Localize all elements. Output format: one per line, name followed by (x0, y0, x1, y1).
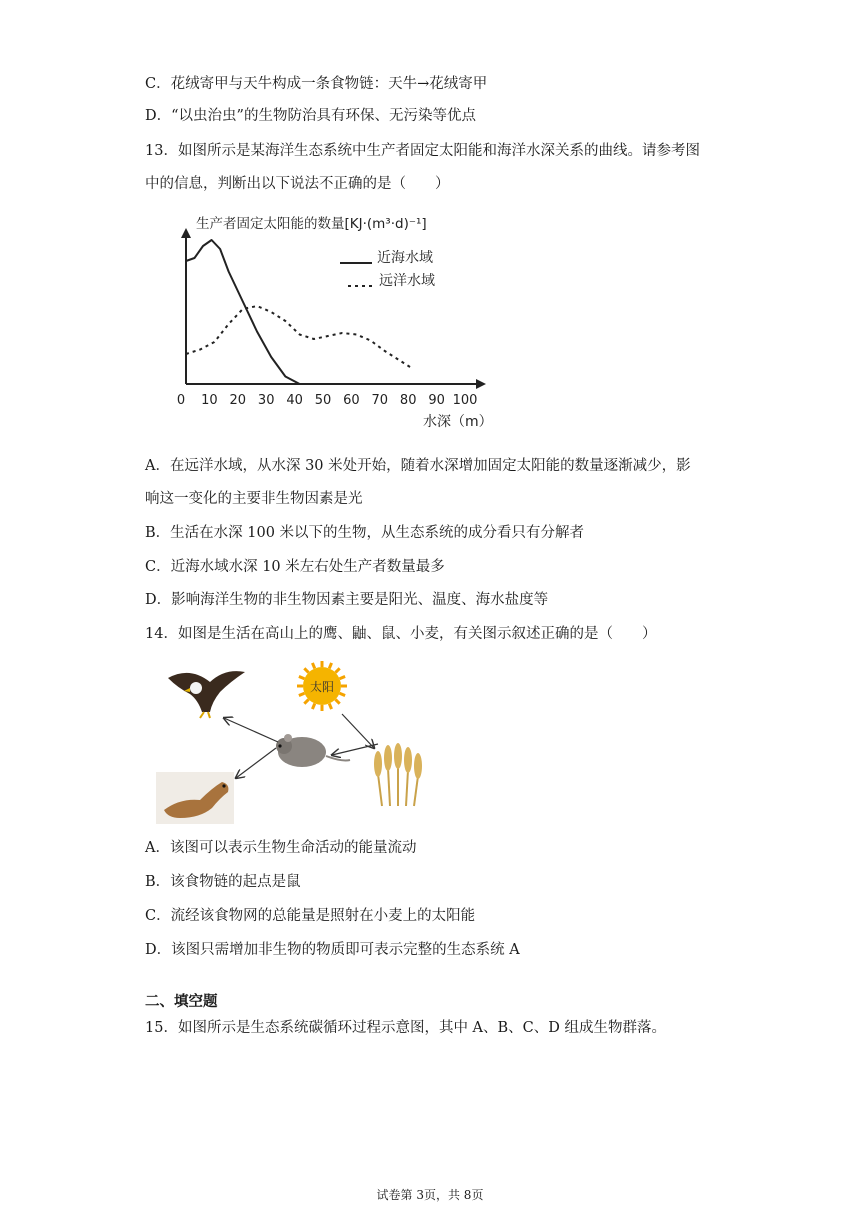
series-line-nearshore (186, 240, 300, 384)
eagle-image (168, 671, 245, 718)
q13-option-d: D．影响海洋生物的非生物因素主要是阳光、温度、海水盐度等 (145, 592, 549, 608)
sun-ray (329, 663, 331, 669)
sun-ray (304, 699, 308, 703)
sun-ray (340, 676, 346, 678)
y-axis-arrow (181, 228, 191, 238)
x-tick-label: 20 (229, 393, 247, 408)
wheat-stalk (378, 774, 382, 806)
x-tick-label: 90 (428, 393, 445, 408)
question-15-stem: 15．如图所示是生态系统碳循环过程示意图，其中 A、B、C、D 组成生物群落。 (145, 1020, 667, 1036)
wheat-ear (394, 743, 402, 769)
wheat-ear (404, 747, 412, 773)
sun-ray (329, 704, 331, 710)
wheat-stalk (388, 768, 390, 806)
chart-svg (170, 206, 500, 438)
sun-ray (335, 668, 339, 672)
option-d-text: D．“以虫治虫”的生物防治具有环保、无污染等优点 (145, 108, 476, 124)
wheat-stalk (414, 776, 418, 806)
food-web-figure (150, 658, 450, 828)
food-web-svg (150, 658, 450, 828)
sun-icon (297, 661, 347, 711)
q14-option-a: A．该图可以表示生物生命活动的能量流动 (145, 840, 417, 856)
question-13-stem-line2: 中的信息，判断出以下说法不正确的是（ ） (145, 176, 450, 192)
sun-ray (335, 699, 339, 703)
sun-ray (299, 693, 305, 695)
x-tick-label: 60 (343, 393, 360, 408)
wheat-ear (374, 751, 382, 777)
legend-label-offshore: 远洋水域 (379, 273, 435, 289)
arrow-mouse-to-weasel (236, 748, 276, 778)
series-line-offshore (186, 306, 413, 369)
sun-ray (340, 693, 346, 695)
x-tick-label: 50 (314, 393, 332, 408)
wheat-ear (414, 753, 422, 779)
sun-ray (304, 668, 308, 672)
sun-ray (312, 663, 314, 669)
chart-ylabel: 生产者固定太阳能的数量[KJ·(m³·d)⁻¹] (196, 216, 427, 232)
page-footer: 试卷第 3页，共 8页 (376, 1188, 484, 1202)
x-tick-label: 10 (201, 393, 218, 408)
q14-option-b: B．该食物链的起点是鼠 (145, 874, 301, 890)
x-axis-arrow (476, 379, 486, 389)
arrow-mouse-to-eagle (224, 718, 278, 742)
x-tick-label: 70 (371, 393, 389, 408)
q14-option-d: D．该图只需增加非生物的物质即可表示完整的生态系统 A (145, 942, 520, 958)
section-heading-fill-in: 二、填空题 (145, 994, 218, 1010)
question-13-stem-line1: 13．如图所示是某海洋生态系统中生产者固定太阳能和海洋水深关系的曲线。请参考图 (145, 143, 700, 159)
q13-option-a-line2: 响这一变化的主要非生物因素是光 (145, 491, 363, 507)
q13-option-a-line1: A．在远洋水域，从水深 30 米处开始，随着水深增加固定太阳能的数量逐渐减少，影 (145, 458, 691, 474)
sun-label: 太阳 (309, 680, 335, 694)
x-tick-label: 30 (257, 393, 275, 408)
mouse-image (276, 734, 350, 767)
question-14-stem: 14．如图是生活在高山上的鹰、鼬、鼠、小麦，有关图示叙述正确的是（ ） (145, 626, 657, 642)
sun-ray (312, 704, 314, 710)
depth-energy-chart (170, 206, 500, 438)
chart-xlabel: 水深（m） (423, 414, 493, 430)
arrow-sun-to-wheat (342, 714, 374, 748)
q14-option-c: C．流经该食物网的总能量是照射在小麦上的太阳能 (145, 908, 476, 924)
q13-option-b: B．生活在水深 100 米以下的生物，从生态系统的成分看只有分解者 (145, 525, 585, 541)
x-tick-label: 80 (399, 393, 417, 408)
wheat-image (374, 743, 422, 806)
legend-label-nearshore: 近海水域 (377, 250, 433, 266)
sun-ray (299, 676, 305, 678)
wheat-ear (384, 745, 392, 771)
wheat-stalk (406, 770, 408, 806)
x-tick-label: 40 (286, 393, 303, 408)
q13-option-c: C．近海水域水深 10 米左右处生产者数量最多 (145, 559, 445, 575)
x-tick-label: 0 (176, 393, 186, 408)
option-c-text: C．花绒寄甲与天牛构成一条食物链：天牛→花绒寄甲 (145, 76, 488, 92)
x-tick-label: 100 (452, 393, 478, 408)
weasel-image (156, 772, 234, 824)
